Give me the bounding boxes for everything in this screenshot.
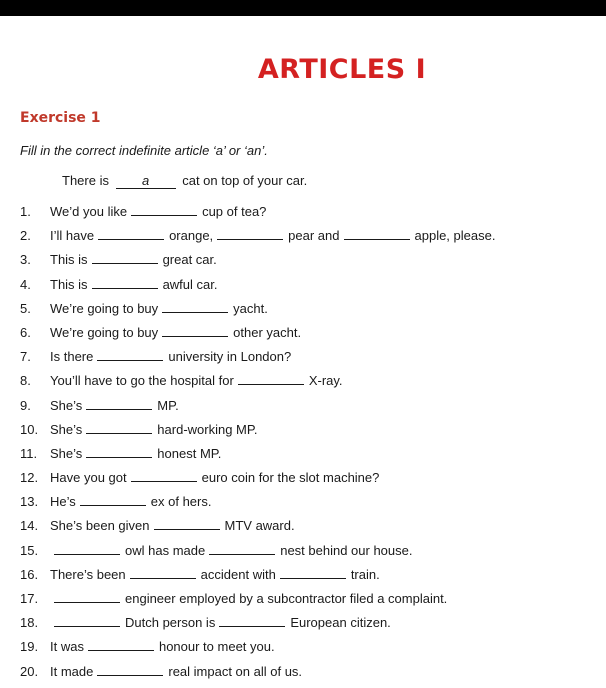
item-sentence [50, 349, 291, 364]
item-sentence [50, 325, 301, 340]
list-item [20, 277, 600, 301]
list-item [20, 301, 600, 325]
sentence-fragment: apple, please. [414, 228, 496, 244]
sentence-fragment: I’ll have [50, 228, 95, 244]
list-item [20, 615, 600, 639]
sentence-fragment: MTV award. [224, 518, 295, 534]
item-number: 5. [20, 300, 31, 316]
sentence-fragment: hard-working MP. [157, 421, 258, 437]
item-number: 3. [20, 252, 31, 268]
list-item [20, 639, 600, 663]
sentence-fragment: She’s [50, 397, 83, 413]
answer-blank[interactable] [162, 302, 228, 313]
list-item [20, 518, 600, 542]
sentence-fragment: awful car. [162, 276, 218, 292]
sentence-fragment: We’re going to buy [50, 300, 159, 316]
sentence-fragment: accident with [200, 566, 276, 582]
list-item [20, 567, 600, 591]
sentence-fragment: It was [50, 639, 84, 655]
sentence-fragment: She’s been given [50, 518, 150, 534]
list-item [20, 470, 600, 494]
item-number: 2. [20, 228, 31, 244]
answer-blank[interactable] [219, 616, 285, 627]
sentence-fragment: We’d you like [50, 204, 128, 219]
answer-blank[interactable] [238, 374, 304, 385]
sentence-fragment: orange, [169, 228, 214, 244]
sentence-fragment: honour to meet you. [158, 639, 275, 655]
sentence-fragment: She’s [50, 445, 83, 461]
item-number: 6. [20, 324, 31, 340]
list-item [20, 228, 600, 252]
item-sentence [50, 591, 447, 606]
list-item [20, 664, 600, 688]
list-item [20, 325, 600, 349]
item-sentence [50, 470, 379, 485]
answer-blank[interactable] [97, 665, 163, 676]
sentence-fragment: owl has made [125, 542, 206, 558]
exercise-heading: Exercise 1 [20, 110, 101, 126]
item-number: 1. [20, 204, 31, 219]
item-sentence [50, 373, 343, 388]
sentence-fragment: MP. [157, 397, 179, 413]
sentence-fragment: We’re going to buy [50, 324, 159, 340]
item-sentence [50, 422, 258, 437]
item-sentence [50, 518, 295, 533]
answer-blank[interactable] [80, 495, 146, 506]
list-item [20, 204, 600, 228]
item-sentence [50, 204, 266, 219]
item-sentence [50, 277, 217, 292]
list-item [20, 373, 600, 397]
item-sentence [50, 567, 380, 582]
page-title: ARTICLES I [257, 54, 427, 85]
item-sentence [50, 446, 221, 461]
sentence-fragment: nest behind our house. [280, 542, 413, 558]
list-item [20, 446, 600, 470]
item-sentence [50, 543, 413, 558]
sentence-fragment: Dutch person is [125, 615, 216, 631]
sentence-fragment: Is there [50, 349, 94, 365]
sentence-fragment: cup of tea? [202, 204, 267, 219]
sentence-fragment: ex of hers. [150, 494, 212, 510]
example-answer: a [116, 174, 176, 189]
item-number: 4. [20, 276, 31, 292]
item-number: 12. [20, 470, 39, 486]
sentence-fragment: yacht. [233, 300, 268, 316]
answer-blank[interactable] [86, 447, 152, 458]
item-sentence [50, 228, 495, 243]
item-number: 9. [20, 397, 31, 413]
answer-blank[interactable] [54, 592, 120, 603]
answer-blank[interactable] [54, 616, 120, 627]
sentence-fragment: university in London? [168, 349, 292, 365]
answer-blank[interactable] [54, 544, 120, 555]
sentence-fragment: You’ll have to go the hospital for [50, 373, 234, 389]
answer-blank[interactable] [98, 229, 164, 240]
sentence-fragment: euro coin for the slot machine? [201, 470, 380, 486]
list-item [20, 349, 600, 373]
item-number: 20. [20, 663, 39, 679]
example-sentence [62, 173, 307, 189]
answer-blank[interactable] [131, 471, 197, 482]
list-item [20, 591, 600, 615]
item-number: 18. [20, 615, 39, 631]
sentence-fragment: real impact on all of us. [168, 663, 303, 679]
answer-blank[interactable] [97, 350, 163, 361]
item-sentence [50, 639, 275, 654]
item-number: 11. [20, 445, 38, 461]
sentence-fragment: European citizen. [290, 615, 391, 631]
answer-blank[interactable] [130, 568, 196, 579]
sentence-fragment: pear and [288, 228, 340, 244]
item-number: 17. [20, 591, 39, 606]
item-number: 14. [20, 518, 39, 534]
exercise-list [20, 204, 600, 688]
answer-blank[interactable] [280, 568, 346, 579]
sentence-fragment: She’s [50, 421, 83, 437]
item-number: 15. [20, 542, 39, 558]
item-sentence [50, 615, 391, 630]
sentence-fragment: train. [350, 566, 380, 582]
item-sentence [50, 664, 302, 679]
example-after: cat on top of your car. [182, 173, 308, 188]
answer-blank[interactable] [209, 544, 275, 555]
sentence-fragment: There’s been [50, 566, 126, 582]
item-number: 16. [20, 566, 39, 582]
item-number: 8. [20, 373, 31, 389]
answer-blank[interactable] [344, 229, 410, 240]
sentence-fragment: He’s [50, 494, 76, 510]
answer-blank[interactable] [92, 253, 158, 264]
sentence-fragment: other yacht. [233, 324, 302, 340]
answer-blank[interactable] [131, 205, 197, 216]
answer-blank[interactable] [92, 278, 158, 289]
sentence-fragment: X-ray. [308, 373, 343, 389]
item-sentence [50, 301, 268, 316]
item-number: 13. [20, 494, 39, 510]
sentence-fragment: engineer employed by a subcontractor filed a complaint. [125, 591, 448, 606]
item-number: 7. [20, 349, 31, 365]
sentence-fragment: This is [50, 276, 88, 292]
answer-blank[interactable] [217, 229, 283, 240]
answer-blank[interactable] [162, 326, 228, 337]
example-before: There is [62, 173, 109, 188]
item-number: 19. [20, 639, 39, 655]
top-bar [0, 0, 606, 16]
sentence-fragment: honest MP. [157, 445, 222, 461]
item-sentence [50, 494, 211, 509]
sentence-fragment: It made [50, 663, 94, 679]
list-item [20, 543, 600, 567]
answer-blank[interactable] [86, 399, 152, 410]
sentence-fragment: great car. [162, 252, 217, 268]
item-sentence [50, 252, 217, 267]
answer-blank[interactable] [86, 423, 152, 434]
list-item [20, 252, 600, 276]
instruction-text: Fill in the correct indefinite article ‘a’ or ‘an’. [20, 143, 268, 158]
list-item [20, 398, 600, 422]
answer-blank[interactable] [88, 640, 154, 651]
list-item [20, 422, 600, 446]
item-number: 10. [20, 421, 39, 437]
item-sentence [50, 398, 179, 413]
list-item [20, 494, 600, 518]
answer-blank[interactable] [154, 519, 220, 530]
sentence-fragment: Have you got [50, 470, 127, 486]
sentence-fragment: This is [50, 252, 88, 268]
